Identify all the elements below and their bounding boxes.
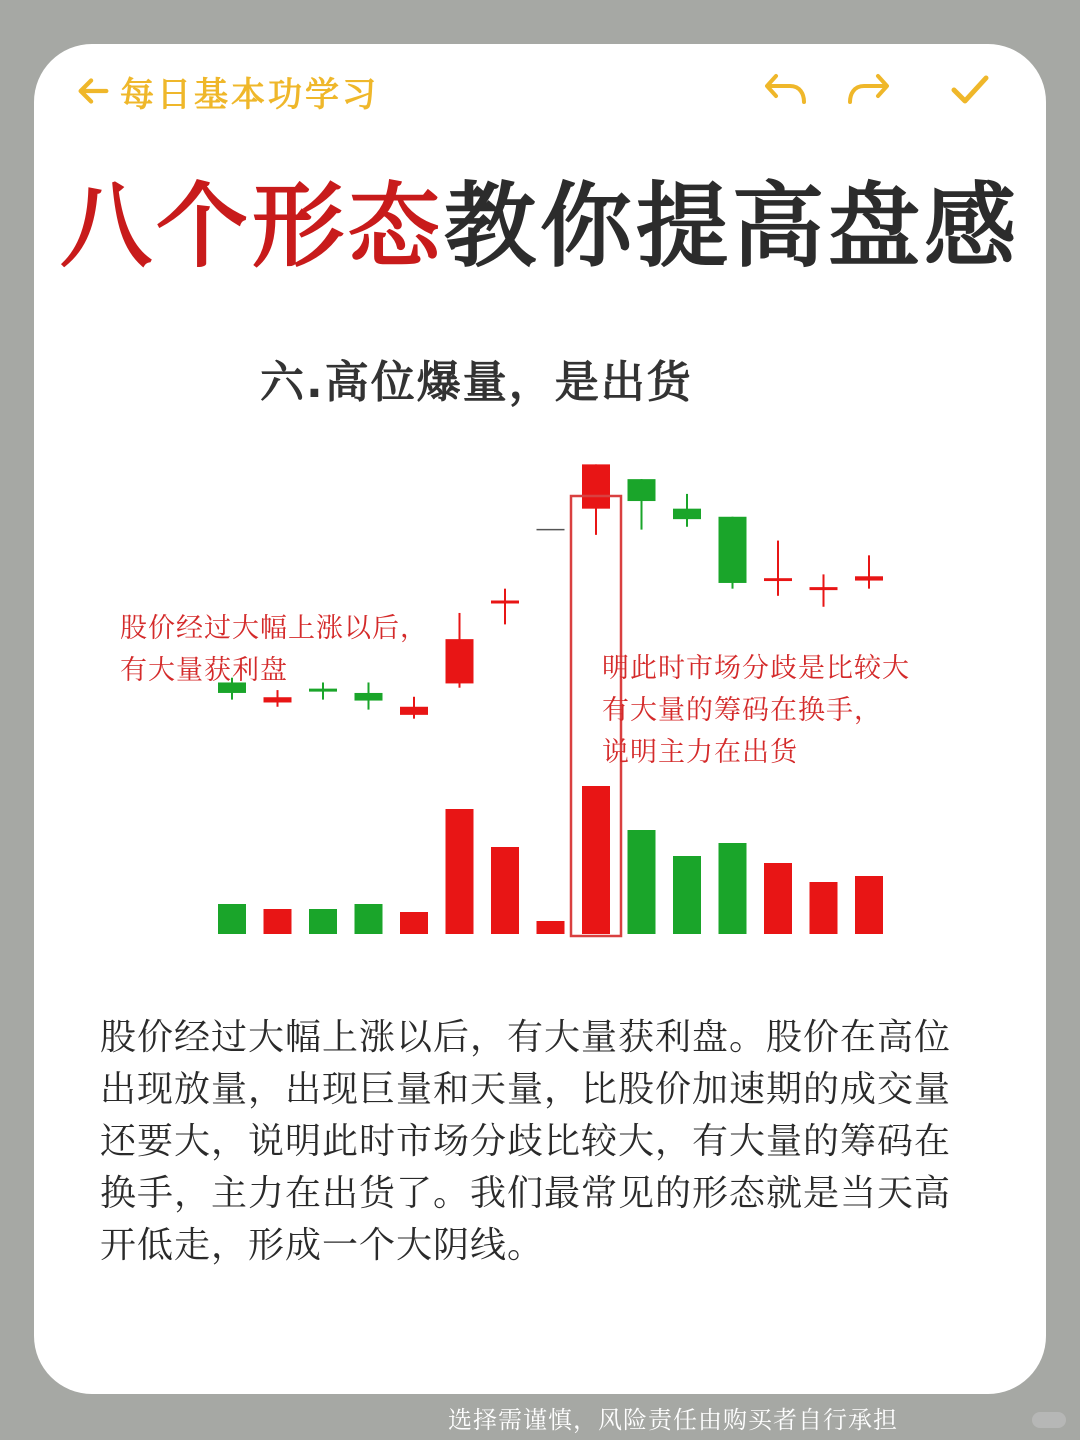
volume-bar (810, 882, 838, 934)
redo-icon (844, 68, 892, 112)
back-label: 每日基本功学习 (120, 74, 379, 115)
volume-bar (582, 786, 610, 934)
candle-body (628, 479, 656, 501)
volume-bar (491, 847, 519, 934)
volume-bar (719, 843, 747, 934)
page-title (34, 172, 1046, 282)
candle-body (264, 697, 292, 702)
candle-body (673, 509, 701, 519)
volume-bar (673, 856, 701, 934)
volume-bar (628, 830, 656, 934)
note-card (34, 44, 1046, 1394)
back-button[interactable] (74, 66, 379, 116)
footer-disclaimer: 选择需谨慎，风险责任由购买者自行承担 (448, 1406, 898, 1434)
undo-button[interactable] (762, 68, 810, 112)
done-button[interactable] (946, 68, 994, 112)
volume-bar (264, 909, 292, 934)
candle-body (582, 464, 610, 508)
volume-bar (309, 909, 337, 934)
candle-body (764, 578, 792, 581)
top-toolbar (34, 44, 1046, 144)
volume-bar (400, 912, 428, 934)
candle-body (719, 517, 747, 583)
watermark-badge (1032, 1412, 1066, 1428)
back-arrow-icon (74, 72, 112, 110)
redo-button[interactable] (844, 68, 892, 112)
annotation-left: 股价经过大幅上涨以后， 有大量获利盘 (120, 613, 428, 686)
title-rest: 教你提高盘感 (444, 173, 1021, 280)
candlestick-chart (114, 432, 994, 952)
candle-body (400, 707, 428, 715)
volume-bar (855, 876, 883, 934)
volume-bar (218, 904, 246, 934)
check-icon (946, 68, 994, 112)
candle-body (855, 576, 883, 580)
volume-bar (537, 921, 565, 934)
candle-body (446, 639, 474, 683)
candle-body (355, 693, 383, 701)
title-highlight: 八个形态 (59, 173, 444, 280)
body-paragraph: 股价经过大幅上涨以后，有大量获利盘。股价在高位出现放量，出现巨量和天量，比股价加速期的成交量还要大，说明此时市场分歧比较大，有大量的筹码在换手，主力在出货了。我们最常见的形态就是当天高开低走，形成一个大阴线。 (100, 1017, 952, 1266)
volume-bar (764, 863, 792, 934)
volume-bar (355, 904, 383, 934)
section-subtitle: 六.高位爆量，是出货 (260, 357, 693, 408)
undo-icon (762, 68, 810, 112)
volume-bar (446, 809, 474, 934)
annotation-right: 明此时市场分歧是比较大 有大量的筹码在换手， 说明主力在出货 (602, 653, 910, 768)
